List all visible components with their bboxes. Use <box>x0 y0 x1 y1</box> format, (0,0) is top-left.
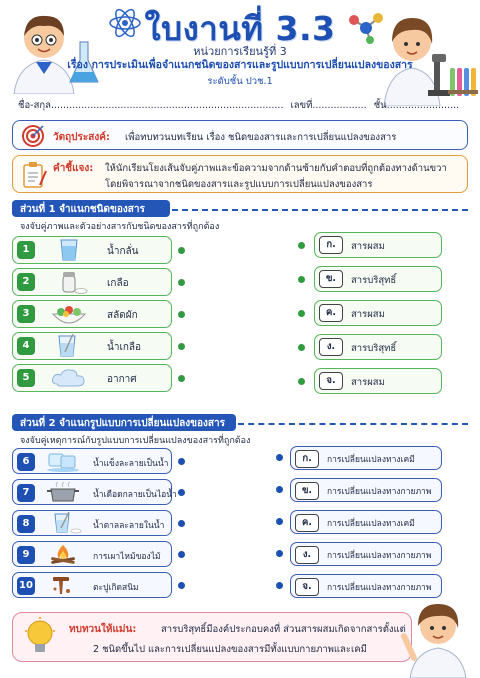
part1-header: ส่วนที่ 1 จำแนกชนิดของสาร <box>12 200 170 217</box>
instruction-box <box>12 155 468 193</box>
match-dot-left[interactable] <box>178 375 185 382</box>
part1-item <box>12 236 172 264</box>
answer-letter: ค. <box>295 514 319 532</box>
learning-unit: หน่วยการเรียนรู้ที่ 3 <box>193 45 287 58</box>
answer-text: การเปลี่ยนแปลงทางกายภาพ <box>327 551 432 561</box>
item-label: ตะปูเกิดสนิม <box>93 583 139 593</box>
match-dot-left[interactable] <box>178 311 185 318</box>
match-dot-left[interactable] <box>178 247 185 254</box>
part1-divider <box>172 209 468 211</box>
match-dot-left[interactable] <box>178 343 185 350</box>
objective-text: เพื่อทบทวนบทเรียน เรื่อง ชนิดของสารและการเปลี่ยนแปลงของสาร <box>125 132 397 143</box>
part2-item <box>12 541 172 567</box>
answer-text: สารบริสุทธิ์ <box>351 275 397 286</box>
item-number: 10 <box>17 577 35 595</box>
item-number: 8 <box>17 515 35 533</box>
match-dot-left[interactable] <box>178 458 185 465</box>
answer-text: การเปลี่ยนแปลงทางกายภาพ <box>327 487 432 497</box>
item-label: น้ำกลั่น <box>107 246 139 257</box>
match-dot-right[interactable] <box>298 276 305 283</box>
answer-text: สารผสม <box>351 309 385 320</box>
number-field[interactable]: เลขที่.................. <box>290 100 367 111</box>
instruction-text-line2: โดยพิจารณาจากชนิดของสารและรูปแบบการเปลี่ยนแปลงของสาร <box>105 179 373 190</box>
item-label: สลัดผัก <box>107 310 138 321</box>
part2-item <box>12 479 177 505</box>
match-dot-right[interactable] <box>298 242 305 249</box>
match-dot-left[interactable] <box>178 582 185 589</box>
item-label: การเผาไหม้ของไม้ <box>93 552 161 562</box>
lightbulb-icon <box>23 617 57 659</box>
grade-level: ระดับชั้น ปวช.1 <box>207 76 273 87</box>
campfire-icon <box>43 543 83 565</box>
answer-text: สารผสม <box>351 377 385 388</box>
part2-answer <box>290 446 442 470</box>
part2-answer <box>290 478 442 502</box>
instruction-label: คำชี้แจง: <box>53 163 94 174</box>
match-dot-right[interactable] <box>298 344 305 351</box>
distilled-water-glass-icon <box>49 238 89 262</box>
review-box <box>12 612 412 662</box>
match-dot-left[interactable] <box>178 279 185 286</box>
item-label: เกลือ <box>107 278 129 289</box>
target-icon <box>21 124 45 148</box>
answer-letter: ข. <box>295 482 319 500</box>
objective-box <box>12 120 468 150</box>
part1-answer <box>314 232 442 258</box>
answer-text: สารผสม <box>351 241 385 252</box>
item-label: น้ำตาลละลายในน้ำ <box>93 521 165 531</box>
answer-letter: ข. <box>319 270 343 288</box>
part2-answer <box>290 574 442 598</box>
boiling-pot-icon <box>43 481 83 503</box>
answer-text: การเปลี่ยนแปลงทางเคมี <box>327 455 415 465</box>
match-dot-right[interactable] <box>276 582 283 589</box>
salt-water-glass-icon <box>49 334 89 358</box>
part2-item <box>12 448 172 474</box>
part1-item <box>12 332 172 360</box>
match-dot-left[interactable] <box>178 551 185 558</box>
salad-bowl-icon <box>49 302 89 326</box>
part2-answer <box>290 510 442 534</box>
match-dot-right[interactable] <box>276 518 283 525</box>
part2-header: ส่วนที่ 2 จำแนกรูปแบบการเปลี่ยนแปลงของสาร <box>12 414 236 431</box>
answer-text: สารบริสุทธิ์ <box>351 343 397 354</box>
answer-letter: ง. <box>295 546 319 564</box>
part1-answer <box>314 266 442 292</box>
answer-letter: จ. <box>295 578 319 596</box>
item-label: น้ำเดือดกลายเป็นไอน้ำ <box>93 490 177 500</box>
part1-answer <box>314 300 442 326</box>
air-cloud-icon <box>49 366 89 390</box>
item-label: น้ำแข็งละลายเป็นน้ำ <box>93 459 169 469</box>
answer-text: การเปลี่ยนแปลงทางเคมี <box>327 519 415 529</box>
item-number: 6 <box>17 453 35 471</box>
answer-letter: ง. <box>319 338 343 356</box>
ice-cube-icon <box>43 450 83 472</box>
rusty-nail-icon <box>43 574 83 596</box>
match-dot-right[interactable] <box>276 486 283 493</box>
match-dot-left[interactable] <box>178 520 185 527</box>
name-field[interactable]: ชื่อ-สกุล............................................................................. <box>18 100 284 111</box>
part1-item <box>12 268 172 296</box>
part1-instruction: จงจับคู่ภาพและตัวอย่างสารกับชนิดของสารที่ถูกต้อง <box>20 222 220 232</box>
instruction-text-line1: ให้นักเรียนโยงเส้นจับคู่ภาพและข้อความจากด้านซ้ายกับคำตอบที่ถูกต้องทางด้านขวา <box>105 163 447 174</box>
clipboard-icon <box>21 161 47 189</box>
review-text-line2: 2 ชนิดขึ้นไป และการเปลี่ยนแปลงของสารมีทั้งแบบกายภาพและเคมี <box>93 644 367 655</box>
part2-item <box>12 572 172 598</box>
girl-pointing-illustration <box>400 596 476 678</box>
objective-label: วัตถุประสงค์: <box>53 132 110 143</box>
class-field[interactable]: ชั้น........................ <box>373 100 460 111</box>
match-dot-right[interactable] <box>298 310 305 317</box>
review-label: ทบทวนให้แม่น: <box>69 624 137 635</box>
part2-answer <box>290 542 442 566</box>
part2-divider <box>238 423 468 425</box>
item-number: 5 <box>17 369 35 387</box>
answer-letter: ค. <box>319 304 343 322</box>
item-number: 4 <box>17 337 35 355</box>
review-text-line1: สารบริสุทธิ์มีองค์ประกอบคงที่ ส่วนสารผสมเกิดจากสารตั้งแต่ <box>161 624 406 635</box>
answer-letter: ก. <box>319 236 343 254</box>
item-label: อากาศ <box>107 374 137 385</box>
part1-item <box>12 364 172 392</box>
part1-answer <box>314 334 442 360</box>
item-number: 1 <box>17 241 35 259</box>
item-number: 3 <box>17 305 35 323</box>
item-number: 9 <box>17 546 35 564</box>
part1-item <box>12 300 172 328</box>
worksheet-title: ใบงานที่ 3.3 <box>144 9 336 48</box>
worksheet-subject: เรื่อง การประเมินเพื่อจำแนกชนิดของสารและรูปแบบการเปลี่ยนแปลงของสาร <box>67 59 413 71</box>
match-dot-right[interactable] <box>276 454 283 461</box>
part2-item <box>12 510 172 536</box>
match-dot-left[interactable] <box>178 489 185 496</box>
student-info-line <box>18 98 468 113</box>
item-number: 2 <box>17 273 35 291</box>
salt-shaker-icon <box>49 270 89 294</box>
item-label: น้ำเกลือ <box>107 342 142 353</box>
match-dot-right[interactable] <box>276 550 283 557</box>
match-dot-right[interactable] <box>298 378 305 385</box>
item-number: 7 <box>17 484 35 502</box>
answer-text: การเปลี่ยนแปลงทางกายภาพ <box>327 583 432 593</box>
part1-answer <box>314 368 442 394</box>
answer-letter: ก. <box>295 450 319 468</box>
sugar-water-glass-icon <box>43 512 83 534</box>
part2-instruction: จงจับคู่เหตุการณ์กับรูปแบบการเปลี่ยนแปลงของสารที่ถูกต้อง <box>20 436 251 446</box>
answer-letter: จ. <box>319 372 343 390</box>
